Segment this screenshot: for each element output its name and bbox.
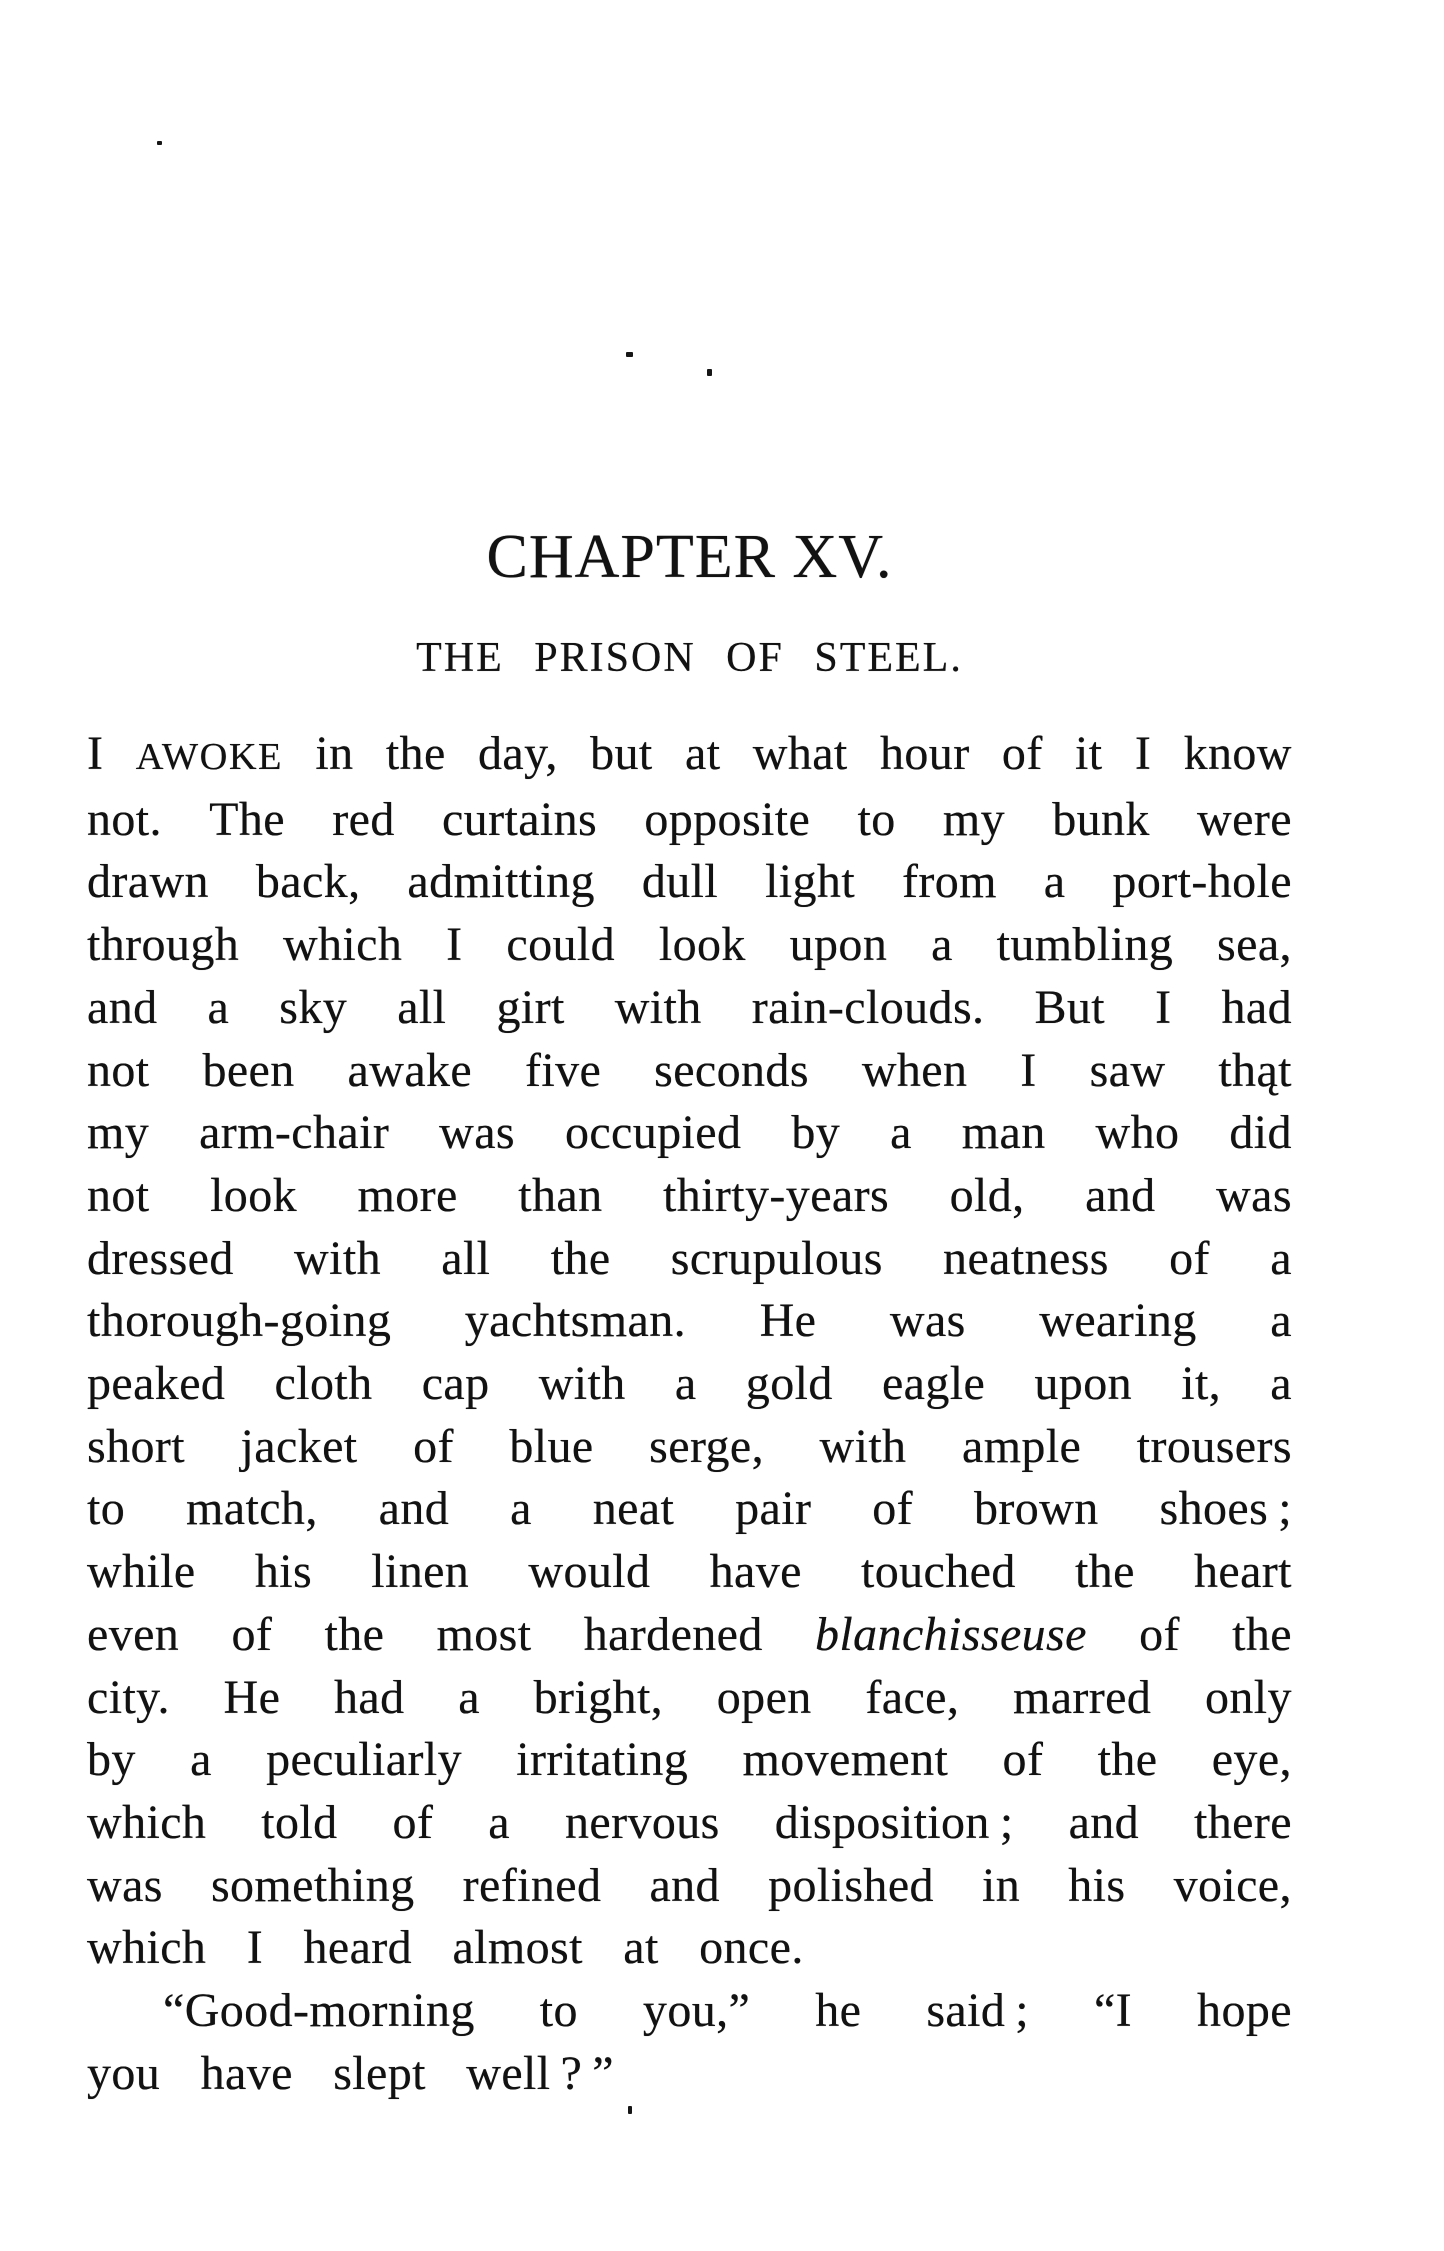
word: my	[942, 792, 1005, 846]
word: I	[446, 918, 463, 972]
word: but	[590, 727, 653, 780]
body-text	[87, 723, 1292, 2105]
word: peaked	[87, 1357, 226, 1411]
word: in	[982, 1858, 1021, 1912]
word: nervous	[564, 1795, 720, 1849]
word: been	[202, 1043, 295, 1097]
word: upon	[789, 918, 888, 972]
word: and	[1085, 1168, 1156, 1222]
small-caps-word: AWOKE	[135, 736, 284, 778]
word: to	[539, 1984, 578, 2038]
text-line	[87, 1729, 1292, 1792]
word: of	[872, 1482, 914, 1536]
word: have	[709, 1545, 802, 1599]
word: the	[1232, 1607, 1292, 1661]
word: and	[87, 980, 158, 1034]
word: five	[525, 1043, 602, 1097]
word: with	[294, 1231, 381, 1285]
word: with	[538, 1357, 626, 1411]
word: irritating	[516, 1733, 689, 1787]
word: you,”	[642, 1984, 751, 2038]
word: all	[397, 980, 447, 1034]
ink-speck	[707, 369, 712, 376]
word: something	[210, 1858, 415, 1912]
word: neatness	[943, 1231, 1109, 1285]
word: serge,	[649, 1419, 764, 1473]
word: did	[1229, 1106, 1292, 1160]
word: could	[506, 918, 615, 972]
word: most	[436, 1607, 532, 1661]
word: to	[87, 1482, 126, 1536]
word: a	[510, 1482, 532, 1536]
word: a	[1270, 1357, 1292, 1411]
word: brown	[973, 1482, 1099, 1536]
text-line	[87, 1917, 1292, 1980]
word: seconds	[654, 1043, 809, 1097]
word: a	[488, 1795, 511, 1849]
word: scrupulous	[670, 1231, 883, 1285]
text-line	[87, 1792, 1292, 1855]
word: polished	[768, 1858, 934, 1912]
word: bunk	[1052, 792, 1150, 846]
text-line	[87, 2043, 1292, 2106]
ink-speck	[626, 352, 633, 357]
word: of	[1001, 727, 1043, 780]
word: a	[1270, 1231, 1292, 1285]
word: rain-clouds.	[751, 980, 985, 1034]
word: occupied	[564, 1106, 742, 1160]
word: arm-chair	[199, 1106, 390, 1160]
word: was	[87, 1858, 163, 1912]
word: he	[815, 1984, 862, 2038]
word: to	[857, 792, 896, 846]
word: was	[439, 1106, 516, 1160]
text-line	[87, 1416, 1292, 1479]
word: cloth	[274, 1357, 373, 1411]
word: a	[1270, 1294, 1292, 1348]
chapter-heading: CHAPTER XV.	[486, 523, 893, 591]
word: port-hole	[1112, 855, 1292, 909]
word: refined	[462, 1858, 602, 1912]
word: cap	[421, 1357, 490, 1411]
word: than	[518, 1168, 603, 1222]
word: was	[889, 1294, 966, 1348]
word: a	[674, 1357, 697, 1411]
text-line	[87, 1290, 1292, 1353]
word: movement	[742, 1733, 949, 1787]
word: know	[1183, 727, 1292, 780]
word: a	[931, 918, 953, 972]
text-line	[87, 977, 1292, 1040]
word: at	[684, 727, 721, 780]
text-line	[87, 851, 1292, 914]
word: eye,	[1211, 1733, 1292, 1787]
word: of	[1169, 1231, 1210, 1285]
word: admitting	[407, 855, 595, 909]
word: by	[791, 1106, 841, 1160]
word: sea,	[1217, 918, 1292, 972]
word: day,	[477, 727, 558, 780]
word: even	[87, 1607, 180, 1661]
word: not	[87, 1168, 150, 1222]
text-line	[87, 1855, 1292, 1918]
word: heart	[1193, 1545, 1292, 1599]
word: sky	[279, 980, 348, 1034]
word: there	[1194, 1795, 1292, 1849]
word: a	[190, 1733, 212, 1787]
word: dressed	[87, 1231, 234, 1285]
word: all	[441, 1231, 491, 1285]
word: the	[324, 1607, 385, 1661]
word: had	[1221, 980, 1292, 1034]
word: marred	[1012, 1670, 1152, 1724]
word: back,	[255, 855, 361, 909]
text-line	[87, 1667, 1292, 1730]
ink-speck	[157, 141, 162, 145]
word: But	[1034, 980, 1106, 1034]
word: He	[223, 1670, 281, 1724]
word: told	[261, 1795, 338, 1849]
word: gold	[745, 1357, 833, 1411]
word: awake	[347, 1043, 473, 1097]
word: disposition ;	[774, 1795, 1014, 1849]
word: neat	[592, 1482, 675, 1536]
word: it	[1075, 727, 1103, 780]
word: had	[334, 1670, 405, 1724]
word: saw	[1089, 1043, 1166, 1097]
text-line	[87, 1102, 1292, 1165]
word: through	[87, 918, 240, 972]
word: voice,	[1173, 1858, 1292, 1912]
word: the	[385, 727, 446, 780]
text-line	[87, 1980, 1292, 2043]
word: what	[752, 727, 848, 780]
text-line	[87, 1478, 1292, 1541]
word: when	[861, 1043, 968, 1097]
italic-word: blanchisseuse	[815, 1607, 1087, 1661]
word: red	[332, 792, 395, 846]
word: his	[1068, 1858, 1126, 1912]
text-line	[87, 1353, 1292, 1416]
text-line	[87, 1541, 1292, 1604]
word: said ;	[926, 1984, 1029, 2038]
word: only	[1204, 1670, 1292, 1724]
word: I	[1134, 727, 1152, 780]
word: and	[649, 1858, 720, 1912]
word: who	[1095, 1106, 1180, 1160]
word: jacket	[240, 1419, 358, 1473]
word: touched	[861, 1545, 1016, 1599]
word: which	[282, 918, 403, 972]
word: hope	[1197, 1984, 1292, 2038]
word: peculiarly	[266, 1733, 462, 1787]
word: of	[1002, 1733, 1044, 1787]
word: of	[413, 1419, 454, 1473]
word: open	[716, 1670, 812, 1724]
word: yachtsman.	[464, 1294, 687, 1348]
word: while	[87, 1545, 196, 1599]
word: “I	[1093, 1984, 1133, 2038]
word: wearing	[1039, 1294, 1197, 1348]
word: I	[1155, 980, 1172, 1034]
word: a	[458, 1670, 480, 1724]
word: match,	[186, 1482, 318, 1536]
text-line	[87, 1604, 1292, 1667]
word: face,	[865, 1670, 960, 1724]
word: you have slept well ? ”	[87, 2046, 614, 2100]
word: my	[87, 1106, 150, 1160]
word: of	[231, 1607, 273, 1661]
word: eagle	[881, 1357, 986, 1411]
word: with	[614, 980, 702, 1034]
word: shoes ;	[1159, 1482, 1292, 1536]
ink-speck	[628, 2106, 632, 2114]
word: with	[819, 1419, 907, 1473]
word: more	[357, 1168, 458, 1222]
word: pair	[735, 1482, 812, 1536]
word: hour	[880, 727, 970, 780]
word: opposite	[644, 792, 811, 846]
word: man	[961, 1106, 1046, 1160]
word: a	[890, 1106, 912, 1160]
word: He	[759, 1294, 817, 1348]
word: from	[901, 855, 997, 909]
word: “Good-morning	[163, 1984, 475, 2038]
text-line	[87, 1165, 1292, 1228]
word: look	[210, 1168, 297, 1222]
word: his	[254, 1545, 313, 1599]
word: ample	[961, 1419, 1082, 1473]
word: I	[87, 727, 104, 780]
word: and	[1068, 1795, 1140, 1849]
word: girt	[496, 980, 565, 1034]
word: were	[1197, 792, 1292, 846]
word: thorough-going	[87, 1294, 392, 1348]
word: curtains	[441, 792, 598, 846]
word: which	[87, 1795, 207, 1849]
word: old,	[949, 1168, 1025, 1222]
word: not	[87, 1043, 150, 1097]
word: the	[1074, 1545, 1135, 1599]
word: of	[1139, 1607, 1180, 1661]
word: which I heard almost at once.	[87, 1921, 804, 1975]
word: would	[528, 1545, 651, 1599]
word: in	[315, 727, 354, 780]
word: bright,	[533, 1670, 664, 1724]
word: not.	[87, 792, 162, 846]
word: was	[1216, 1168, 1292, 1222]
word: look	[658, 918, 746, 972]
word: a	[207, 980, 230, 1034]
word: drawn	[87, 855, 209, 909]
word: thirty-years	[663, 1168, 890, 1222]
word: tumbling	[996, 918, 1174, 972]
word: a	[1043, 855, 1066, 909]
word: and	[378, 1482, 450, 1536]
word: the	[550, 1231, 611, 1285]
word: I	[1020, 1043, 1037, 1097]
word: by	[87, 1733, 136, 1787]
text-line	[87, 1228, 1292, 1291]
word: upon	[1034, 1357, 1132, 1411]
word: The	[209, 792, 285, 846]
text-line	[87, 789, 1292, 852]
word: light	[765, 855, 856, 909]
chapter-subtitle: THE PRISON OF STEEL.	[416, 635, 963, 681]
word: thąt	[1218, 1043, 1292, 1097]
word: dull	[641, 855, 719, 909]
word: trousers	[1136, 1419, 1292, 1473]
word: city.	[87, 1670, 170, 1724]
word: blue	[509, 1419, 594, 1473]
word: short	[87, 1419, 185, 1473]
word: the	[1097, 1733, 1158, 1787]
word: of	[392, 1795, 434, 1849]
word: linen	[371, 1545, 470, 1599]
word: hardened	[583, 1607, 763, 1661]
word: it,	[1181, 1357, 1222, 1411]
text-line	[87, 914, 1292, 977]
text-line	[87, 723, 1292, 789]
text-line	[87, 1040, 1292, 1103]
